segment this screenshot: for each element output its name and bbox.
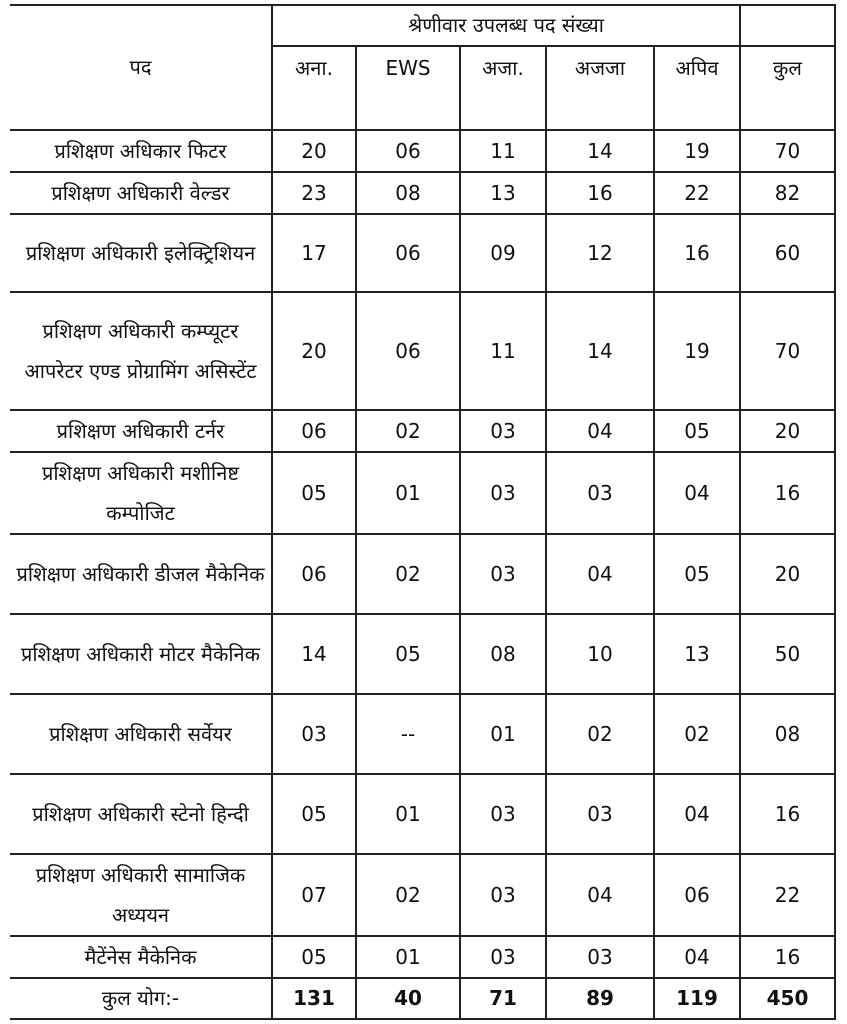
cell-value: 05 [272, 774, 356, 854]
table-row [10, 936, 835, 978]
cell-value: 16 [546, 172, 654, 214]
cell-value: 11 [460, 130, 546, 172]
cell-value: 20 [740, 534, 835, 614]
total-row [10, 978, 835, 1019]
cell-value: 13 [654, 614, 740, 694]
table-row [10, 410, 835, 452]
table-row [10, 292, 835, 410]
cell-value: 03 [546, 452, 654, 534]
table-row [10, 694, 835, 774]
cell-value: 04 [546, 410, 654, 452]
header-post: पद [10, 5, 272, 130]
cell-value: 03 [460, 452, 546, 534]
cell-value: 82 [740, 172, 835, 214]
cell-value: -- [356, 694, 460, 774]
cell-value: 06 [356, 214, 460, 292]
cell-value: 08 [356, 172, 460, 214]
cell-value: 11 [460, 292, 546, 410]
table-row [10, 854, 835, 936]
cell-value: 03 [460, 410, 546, 452]
cell-value: 03 [546, 936, 654, 978]
cell-value: 20 [272, 292, 356, 410]
header-col-5: कुल [740, 46, 835, 130]
post-name: प्रशिक्षण अधिकारी टर्नर [10, 410, 272, 452]
cell-value: 04 [654, 774, 740, 854]
cell-value: 06 [272, 410, 356, 452]
cell-value: 16 [740, 452, 835, 534]
cell-value: 05 [272, 452, 356, 534]
header-total-blank [740, 5, 835, 46]
cell-value: 05 [272, 936, 356, 978]
cell-value: 70 [740, 292, 835, 410]
header-col-3: अजजा [546, 46, 654, 130]
cell-value: 02 [546, 694, 654, 774]
cell-value: 19 [654, 130, 740, 172]
cell-value: 08 [460, 614, 546, 694]
cell-value: 03 [546, 774, 654, 854]
cell-value: 01 [356, 452, 460, 534]
post-name: प्रशिक्षण अधिकारी कम्प्यूटर आपरेटर एण्ड प्रोग्रामिंग असिस्टेंट [10, 292, 272, 410]
cell-value: 16 [740, 936, 835, 978]
cell-value: 13 [460, 172, 546, 214]
cell-value: 19 [654, 292, 740, 410]
cell-value: 16 [740, 774, 835, 854]
cell-value: 70 [740, 130, 835, 172]
vacancy-table [10, 4, 836, 1020]
total-label: कुल योग:- [10, 978, 272, 1019]
cell-value: 04 [546, 854, 654, 936]
post-name: प्रशिक्षण अधिकारी सर्वेयर [10, 694, 272, 774]
cell-value: 23 [272, 172, 356, 214]
table-row [10, 172, 835, 214]
cell-value: 01 [356, 774, 460, 854]
total-value: 119 [654, 978, 740, 1019]
header-col-0: अना. [272, 46, 356, 130]
header-category-group: श्रेणीवार उपलब्ध पद संख्या [272, 5, 740, 46]
cell-value: 02 [356, 410, 460, 452]
header-col-2: अजा. [460, 46, 546, 130]
cell-value: 14 [546, 130, 654, 172]
table-row [10, 534, 835, 614]
cell-value: 04 [546, 534, 654, 614]
cell-value: 12 [546, 214, 654, 292]
cell-value: 20 [272, 130, 356, 172]
cell-value: 06 [356, 130, 460, 172]
post-name: मैटेंनेस मैकेनिक [10, 936, 272, 978]
cell-value: 03 [460, 854, 546, 936]
post-name: प्रशिक्षण अधिकारी वेल्डर [10, 172, 272, 214]
cell-value: 03 [460, 534, 546, 614]
cell-value: 02 [356, 854, 460, 936]
cell-value: 02 [654, 694, 740, 774]
post-name: प्रशिक्षण अधिकारी मोटर मैकेनिक [10, 614, 272, 694]
cell-value: 14 [546, 292, 654, 410]
total-value: 40 [356, 978, 460, 1019]
cell-value: 02 [356, 534, 460, 614]
cell-value: 06 [654, 854, 740, 936]
total-value: 131 [272, 978, 356, 1019]
table-row [10, 214, 835, 292]
cell-value: 04 [654, 936, 740, 978]
table-row [10, 614, 835, 694]
cell-value: 03 [460, 936, 546, 978]
cell-value: 01 [356, 936, 460, 978]
total-value: 450 [740, 978, 835, 1019]
total-value: 71 [460, 978, 546, 1019]
cell-value: 04 [654, 452, 740, 534]
cell-value: 03 [460, 774, 546, 854]
cell-value: 10 [546, 614, 654, 694]
cell-value: 09 [460, 214, 546, 292]
total-value: 89 [546, 978, 654, 1019]
cell-value: 03 [272, 694, 356, 774]
cell-value: 05 [654, 410, 740, 452]
header-col-4: अपिव [654, 46, 740, 130]
table-row [10, 774, 835, 854]
cell-value: 06 [356, 292, 460, 410]
header-col-1: EWS [356, 46, 460, 130]
post-name: प्रशिक्षण अधिकारी मशीनिष्ट कम्पोजिट [10, 452, 272, 534]
cell-value: 01 [460, 694, 546, 774]
cell-value: 07 [272, 854, 356, 936]
table-row [10, 130, 835, 172]
post-name: प्रशिक्षण अधिकारी डीजल मैकेनिक [10, 534, 272, 614]
cell-value: 50 [740, 614, 835, 694]
table-row [10, 452, 835, 534]
cell-value: 05 [654, 534, 740, 614]
cell-value: 14 [272, 614, 356, 694]
post-name: प्रशिक्षण अधिकारी सामाजिक अध्ययन [10, 854, 272, 936]
cell-value: 05 [356, 614, 460, 694]
cell-value: 08 [740, 694, 835, 774]
cell-value: 16 [654, 214, 740, 292]
post-name: प्रशिक्षण अधिकारी इलेक्ट्रिशियन [10, 214, 272, 292]
cell-value: 06 [272, 534, 356, 614]
cell-value: 17 [272, 214, 356, 292]
post-name: प्रशिक्षण अधिकार फिटर [10, 130, 272, 172]
cell-value: 22 [740, 854, 835, 936]
cell-value: 20 [740, 410, 835, 452]
post-name: प्रशिक्षण अधिकारी स्टेनो हिन्दी [10, 774, 272, 854]
cell-value: 22 [654, 172, 740, 214]
cell-value: 60 [740, 214, 835, 292]
